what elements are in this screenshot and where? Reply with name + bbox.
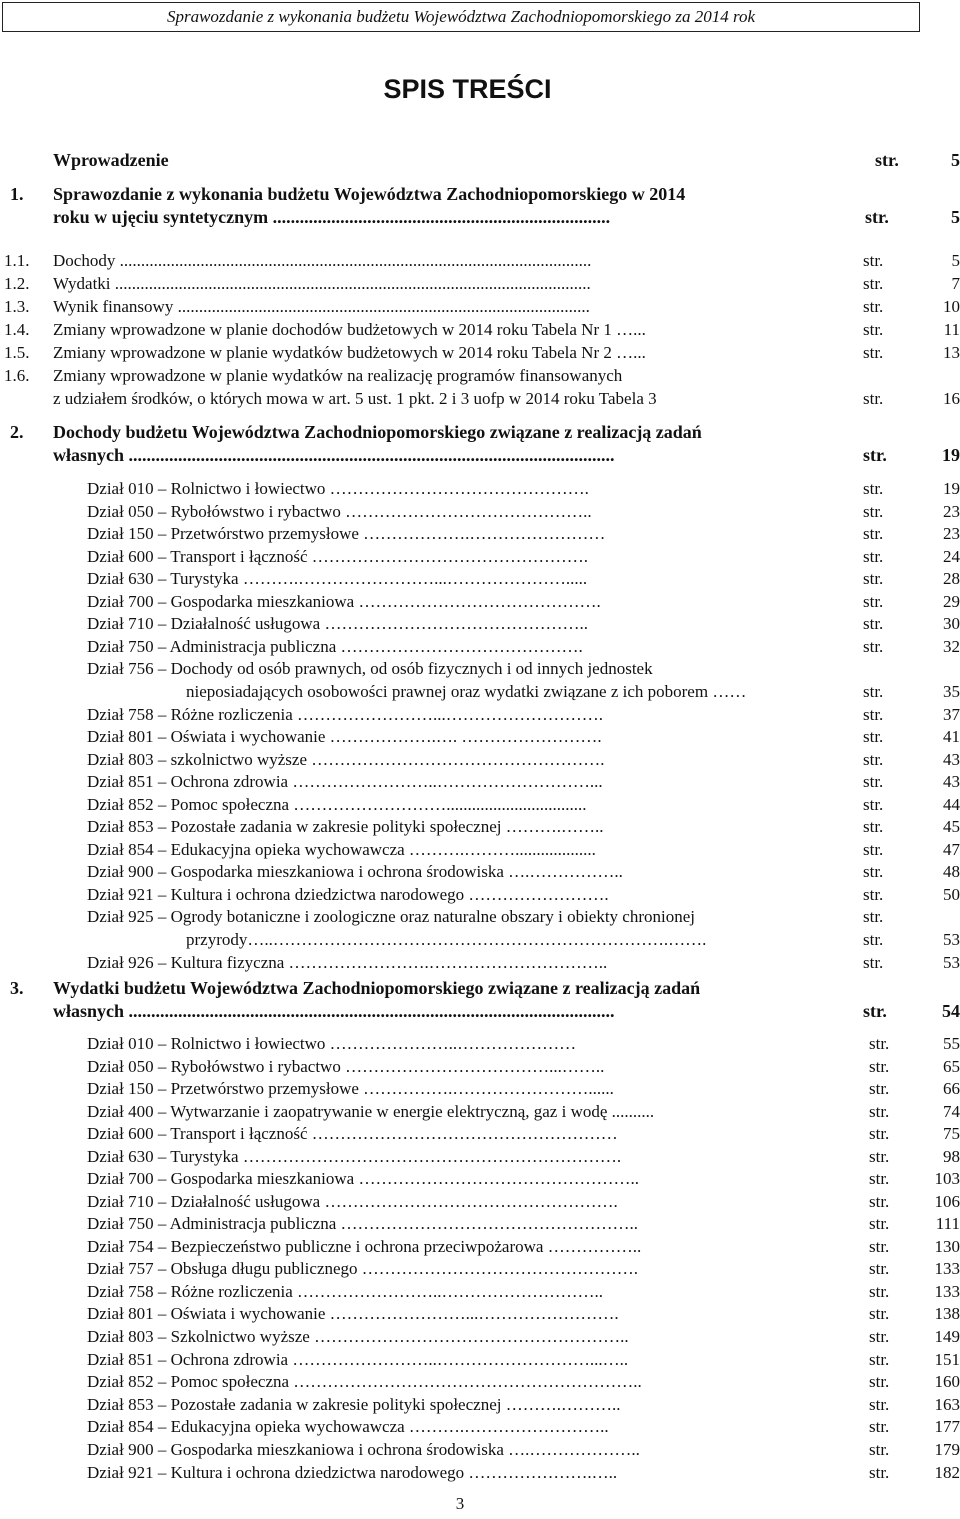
- toc-entry-title: Dział 803 – Szkolnictwo wyższe ………………………………………………..: [87, 1327, 629, 1346]
- toc-entry-str-label: str.: [863, 297, 884, 316]
- toc-entry-title: Dział 630 – Turystyka ………………………………………………………….: [87, 1147, 622, 1166]
- toc-entry-str-label: str.: [869, 1237, 890, 1256]
- toc-entry-page: 149: [934, 1327, 960, 1346]
- toc-entry-page: 75: [943, 1124, 960, 1143]
- toc-entry-title: Wydatki ................................................................................................................: [53, 274, 591, 293]
- toc-entry-str-label: str.: [865, 207, 889, 227]
- toc-entry-str-label: str.: [863, 1001, 887, 1021]
- toc-entry-title: Dział 854 – Edukacyjna opieka wychowawcza ……….………...................: [87, 840, 596, 859]
- toc-entry-page: 23: [943, 524, 960, 543]
- toc-entry-str-label: str.: [863, 389, 884, 408]
- toc-entry-str-label: str.: [869, 1282, 890, 1301]
- toc-entry-title: Dział 750 – Administracja publiczna …………………………………….: [87, 637, 583, 656]
- toc-entry-title: Dochody budżetu Województwa Zachodniopomorskiego związane z realizacją zadań: [53, 422, 702, 442]
- toc-entry-title: Dział 010 – Rolnictwo i łowiectwo ……………………………………….: [87, 479, 589, 498]
- toc-entry-title: Dział 010 – Rolnictwo i łowiectwo …………………..…………………: [87, 1034, 577, 1053]
- toc-entry-number: 2.: [10, 422, 24, 442]
- toc-entry-str-label: str.: [869, 1417, 890, 1436]
- toc-entry-str-label: str.: [869, 1034, 890, 1053]
- toc-entry-str-label: str.: [869, 1372, 890, 1391]
- toc-entry-page: 103: [934, 1169, 960, 1188]
- toc-entry-str-label: str.: [863, 274, 884, 293]
- toc-entry-title: Wydatki budżetu Województwa Zachodniopomorskiego związane z realizacją zadań: [53, 978, 701, 998]
- toc-entry-page: 43: [943, 772, 960, 791]
- toc-entry-page: 19: [942, 445, 960, 465]
- toc-entry-page: 19: [943, 479, 960, 498]
- toc-entry-title: Dochody ...............................................................................................................: [53, 251, 592, 270]
- toc-entry-title: przyrody…..…………………………………………………………….…….: [186, 930, 707, 949]
- toc-entry-str-label: str.: [863, 479, 884, 498]
- toc-entry-number: 1.6.: [4, 366, 30, 385]
- toc-entry-title: Dział 758 – Różne rozliczenia ……………………...……………………….: [87, 705, 604, 724]
- toc-entry-page: 35: [943, 682, 960, 701]
- toc-entry-title: własnych ............................................................................................................: [53, 1001, 615, 1021]
- toc-entry-title: Dział 925 – Ogrody botaniczne i zoologiczne oraz naturalne obszary i obiekty chronionej: [87, 907, 696, 926]
- toc-entry-page: 65: [943, 1057, 960, 1076]
- toc-entry-title: Dział 926 – Kultura fizyczna …………………….…………………………..: [87, 953, 608, 972]
- toc-entry-page: 160: [934, 1372, 960, 1391]
- toc-entry-str-label: str.: [869, 1463, 890, 1482]
- toc-entry-page: 41: [943, 727, 960, 746]
- toc-entry-title: Dział 854 – Edukacyjna opieka wychowawcza ……….……………………..: [87, 1417, 609, 1436]
- toc-entry-title: Dział 757 – Obsługa długu publicznego ………………………………………….: [87, 1259, 639, 1278]
- toc-entry-page: 163: [934, 1395, 960, 1414]
- toc-entry-page: 53: [943, 953, 960, 972]
- toc-entry-number: 1.: [10, 184, 24, 204]
- toc-entry-str-label: str.: [869, 1057, 890, 1076]
- toc-entry-title: Dział 852 – Pomoc społeczna ……………………….................................: [87, 795, 587, 814]
- toc-entry-title: Dział 852 – Pomoc społeczna ……………………………………………………..: [87, 1372, 642, 1391]
- toc-entry-page: 47: [943, 840, 960, 859]
- toc-entry-page: 7: [951, 274, 960, 293]
- toc-entry-page: 133: [934, 1282, 960, 1301]
- toc-entry-str-label: str.: [863, 682, 884, 701]
- toc-entry-str-label: str.: [863, 343, 884, 362]
- toc-entry-title: Dział 600 – Transport i łączność ………………………………………………: [87, 1124, 618, 1143]
- toc-entry-page: 44: [943, 795, 960, 814]
- toc-entry-str-label: str.: [863, 592, 884, 611]
- toc-entry-title: Dział 921 – Kultura i ochrona dziedzictwa narodowego …………………….: [87, 885, 609, 904]
- toc-entry-str-label: str.: [869, 1147, 890, 1166]
- toc-entry-str-label: str.: [863, 320, 884, 339]
- toc-entry-page: 5: [951, 150, 960, 170]
- toc-entry-title: Zmiany wprowadzone w planie dochodów budżetowych w 2014 roku Tabela Nr 1 …...: [53, 320, 646, 339]
- toc-entry-title: Dział 700 – Gospodarka mieszkaniowa …………………………………………..: [87, 1169, 639, 1188]
- toc-entry-page: 106: [934, 1192, 960, 1211]
- toc-entry-str-label: str.: [863, 547, 884, 566]
- toc-entry-page: 53: [943, 930, 960, 949]
- toc-entry-str-label: str.: [869, 1304, 890, 1323]
- toc-entry-str-label: str.: [869, 1327, 890, 1346]
- toc-entry-title: Dział 803 – szkolnictwo wyższe …………………………………………….: [87, 750, 605, 769]
- toc-entry-page: 45: [943, 817, 960, 836]
- toc-entry-str-label: str.: [863, 772, 884, 791]
- toc-entry-page: 130: [934, 1237, 960, 1256]
- toc-entry-title: Dział 756 – Dochody od osób prawnych, od osób fizycznych i od innych jednostek: [87, 659, 653, 678]
- toc-entry-page: 133: [934, 1259, 960, 1278]
- toc-entry-title: Dział 754 – Bezpieczeństwo publiczne i ochrona przeciwpożarowa ……………..: [87, 1237, 642, 1256]
- toc-entry-title: Dział 851 – Ochrona zdrowia ……………………..………………………...…..: [87, 1350, 629, 1369]
- toc-entry-str-label: str.: [863, 637, 884, 656]
- toc-entry-title: Dział 150 – Przetwórstwo przemysłowe …………….……………………......: [87, 1079, 614, 1098]
- toc-entry-str-label: str.: [875, 150, 899, 170]
- toc-entry-title: Wynik finansowy .................................................................................................: [53, 297, 590, 316]
- toc-entry-str-label: str.: [869, 1395, 890, 1414]
- toc-entry-title: Dział 400 – Wytwarzanie i zaopatrywanie w energie elektryczną, gaz i wodę ..........: [87, 1102, 655, 1121]
- toc-entry-page: 5: [951, 207, 960, 227]
- toc-entry-title: Dział 853 – Pozostałe zadania w zakresie polityki społecznej ……….………..: [87, 1395, 621, 1414]
- toc-entry-page: 37: [943, 705, 960, 724]
- toc-entry-page: 13: [943, 343, 960, 362]
- toc-entry-str-label: str.: [863, 862, 884, 881]
- toc-entry-title: Sprawozdanie z wykonania budżetu Województwa Zachodniopomorskiego w 2014: [53, 184, 686, 204]
- toc-entry-title: Dział 900 – Gospodarka mieszkaniowa i ochrona środowiska ….………………..: [87, 1440, 640, 1459]
- toc-entry-page: 43: [943, 750, 960, 769]
- toc-entry-str-label: str.: [863, 750, 884, 769]
- toc-entry-page: 66: [943, 1079, 960, 1098]
- toc-entry-title: Dział 853 – Pozostałe zadania w zakresie polityki społecznej ……….……..: [87, 817, 604, 836]
- toc-entry-str-label: str.: [863, 885, 884, 904]
- toc-entry-str-label: str.: [863, 524, 884, 543]
- toc-entry-page: 138: [934, 1304, 960, 1323]
- toc-entry-title: Dział 801 – Oświata i wychowanie ……………………...…………………….: [87, 1304, 619, 1323]
- toc-entry-str-label: str.: [863, 502, 884, 521]
- toc-entry-title: Wprowadzenie: [53, 150, 169, 170]
- toc-entry-str-label: str.: [863, 840, 884, 859]
- toc-entry-title: Dział 750 – Administracja publiczna ……………………………………………..: [87, 1214, 639, 1233]
- toc-entry-page: 111: [935, 1214, 960, 1233]
- toc-entry-page: 28: [943, 569, 960, 588]
- toc-entry-page: 32: [943, 637, 960, 656]
- toc-entry-str-label: str.: [863, 251, 884, 270]
- toc-entry-title: Dział 050 – Rybołówstwo i rybactwo ……………………………………..: [87, 502, 592, 521]
- toc-entry-page: 30: [943, 614, 960, 633]
- toc-entry-title: Dział 600 – Transport i łączność ………………………………………….: [87, 547, 588, 566]
- page-number: 3: [455, 1494, 465, 1513]
- toc-entry-page: 179: [934, 1440, 960, 1459]
- toc-entry-number: 1.2.: [4, 274, 30, 293]
- toc-entry-number: 3.: [10, 978, 24, 998]
- toc-entry-str-label: str.: [863, 953, 884, 972]
- toc-entry-page: 10: [943, 297, 960, 316]
- toc-entry-title: Zmiany wprowadzone w planie wydatków na realizację programów finansowanych: [53, 366, 623, 385]
- toc-entry-page: 55: [943, 1034, 960, 1053]
- toc-entry-page: 54: [942, 1001, 960, 1021]
- toc-entry-title: Dział 758 – Różne rozliczenia ……………………..………………………..: [87, 1282, 604, 1301]
- toc-entry-page: 50: [943, 885, 960, 904]
- toc-entry-title: Dział 630 – Turystyka ……….……………………...………………….....: [87, 569, 588, 588]
- toc-entry-title: roku w ujęciu syntetycznym ...........................................................................: [53, 207, 611, 227]
- toc-entry-str-label: str.: [869, 1259, 890, 1278]
- toc-entry-title: Dział 700 – Gospodarka mieszkaniowa …………………………………….: [87, 592, 601, 611]
- toc-entry-str-label: str.: [863, 569, 884, 588]
- toc-entry-str-label: str.: [869, 1350, 890, 1369]
- toc-entry-str-label: str.: [869, 1124, 890, 1143]
- toc-entry-page: 16: [943, 389, 960, 408]
- toc-entry-str-label: str.: [869, 1102, 890, 1121]
- toc-entry-number: 1.1.: [4, 251, 30, 270]
- toc-entry-title: Dział 921 – Kultura i ochrona dziedzictwa narodowego ………………….…..: [87, 1463, 618, 1482]
- page-title: SPIS TREŚCI: [383, 74, 552, 104]
- toc-entry-str-label: str.: [863, 907, 884, 926]
- toc-entry-number: 1.4.: [4, 320, 30, 339]
- toc-entry-page: 24: [943, 547, 960, 566]
- toc-entry-page: 151: [934, 1350, 960, 1369]
- toc-entry-page: 74: [943, 1102, 960, 1121]
- toc-entry-number: 1.3.: [4, 297, 30, 316]
- toc-entry-str-label: str.: [869, 1214, 890, 1233]
- toc-entry-str-label: str.: [869, 1192, 890, 1211]
- toc-entry-str-label: str.: [863, 705, 884, 724]
- toc-entry-title: Dział 710 – Działalność usługowa …………………………………………….: [87, 1192, 618, 1211]
- toc-entry-title: Dział 851 – Ochrona zdrowia ……………………..………………………...: [87, 772, 603, 791]
- toc-entry-str-label: str.: [863, 614, 884, 633]
- toc-entry-title: z udziałem środków, o których mowa w art. 5 ust. 1 pkt. 2 i 3 uofp w 2014 roku Tabela 3: [53, 389, 657, 408]
- running-header: Sprawozdanie z wykonania budżetu Województwa Zachodniopomorskiego za 2014 rok: [2, 2, 920, 32]
- toc-entry-str-label: str.: [869, 1169, 890, 1188]
- toc-entry-title: własnych ............................................................................................................: [53, 445, 615, 465]
- toc-entry-title: Dział 900 – Gospodarka mieszkaniowa i ochrona środowiska ….……………..: [87, 862, 623, 881]
- toc-entry-page: 5: [951, 251, 960, 270]
- toc-entry-title: Dział 801 – Oświata i wychowanie ……………….…. …………………….: [87, 727, 602, 746]
- toc-entry-title: Dział 150 – Przetwórstwo przemysłowe ……………….……………………: [87, 524, 606, 543]
- toc-entry-str-label: str.: [863, 817, 884, 836]
- toc-entry-page: 11: [943, 320, 960, 339]
- toc-entry-title: Dział 050 – Rybołówstwo i rybactwo ………………………………...……..: [87, 1057, 605, 1076]
- toc-entry-page: 98: [943, 1147, 960, 1166]
- toc-entry-page: 29: [943, 592, 960, 611]
- toc-entry-page: 48: [943, 862, 960, 881]
- toc-entry-page: 23: [943, 502, 960, 521]
- toc-entry-title: Zmiany wprowadzone w planie wydatków budżetowych w 2014 roku Tabela Nr 2 …...: [53, 343, 646, 362]
- toc-entry-page: 182: [934, 1463, 960, 1482]
- toc-entry-str-label: str.: [869, 1079, 890, 1098]
- toc-entry-number: 1.5.: [4, 343, 30, 362]
- toc-entry-str-label: str.: [869, 1440, 890, 1459]
- toc-entry-str-label: str.: [863, 445, 887, 465]
- toc-entry-title: Dział 710 – Działalność usługowa ………………………………………..: [87, 614, 588, 633]
- toc-entry-str-label: str.: [863, 795, 884, 814]
- toc-entry-str-label: str.: [863, 727, 884, 746]
- toc-entry-title: nieposiadających osobowości prawnej oraz wydatki związane z ich poborem ……: [186, 682, 747, 701]
- toc-entry-str-label: str.: [863, 930, 884, 949]
- toc-entry-page: 177: [934, 1417, 960, 1436]
